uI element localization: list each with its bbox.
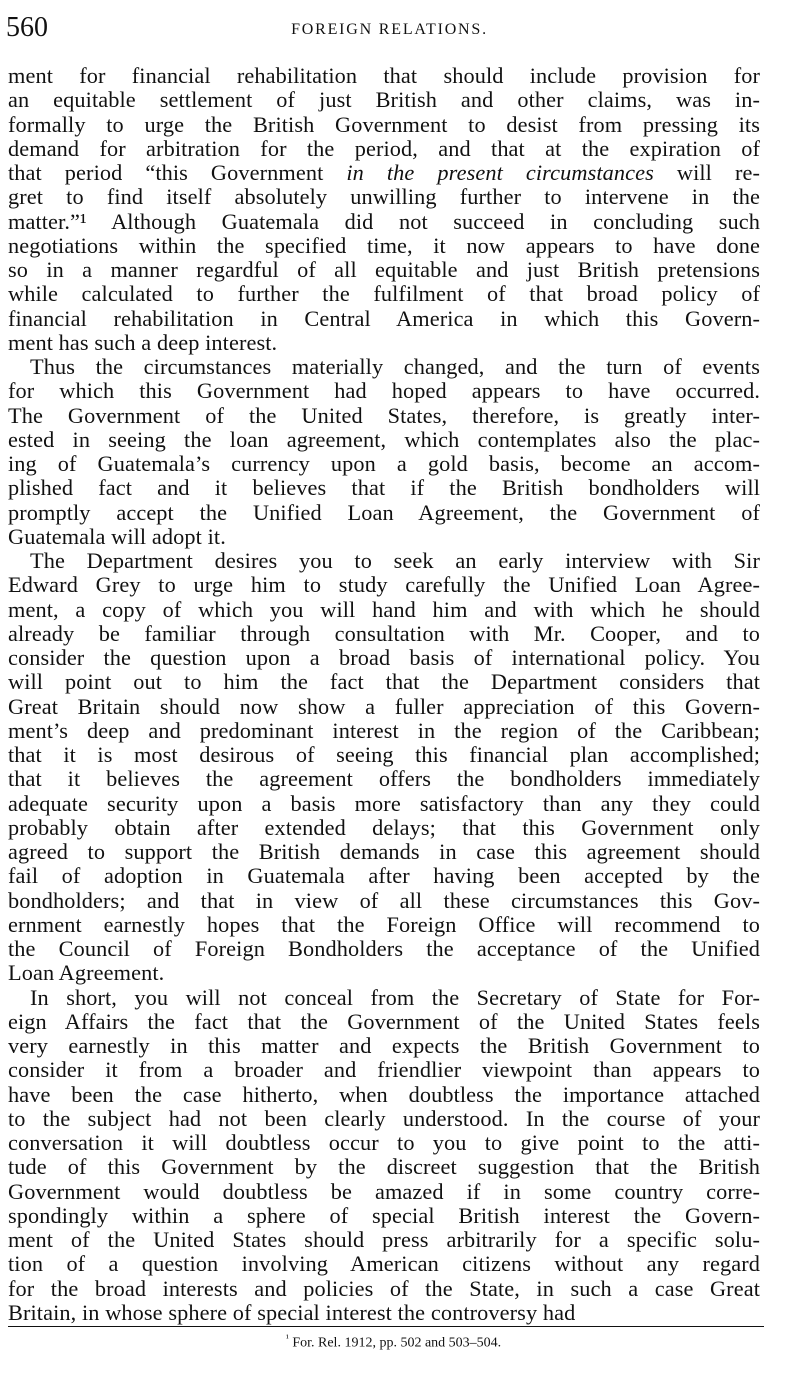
text-segment: ernment earnestly hopes that the Foreign Office will recommend to xyxy=(8,911,760,937)
text-segment: plished fact and it believes that if the British bondholders will xyxy=(8,475,760,501)
paragraph xyxy=(8,549,760,986)
paragraph xyxy=(8,64,760,355)
text-segment: already be familiar through consultation with Mr. Cooper, and to xyxy=(8,620,760,646)
text-segment: to the subject had not been clearly understood. In the course of your xyxy=(8,1105,760,1131)
text-segment: tion of a question involving American citizens without any regard xyxy=(8,1251,760,1277)
text-segment: tude of this Government by the discreet suggestion that the British xyxy=(8,1154,760,1180)
text-segment: ing of Guatemala’s currency upon a gold basis, become an accom- xyxy=(8,451,760,476)
text-line xyxy=(8,1155,760,1179)
text-line xyxy=(8,792,760,816)
text-line xyxy=(8,137,760,161)
text-segment: The Government of the United States, therefore, is greatly inter- xyxy=(8,402,760,428)
text-line xyxy=(8,840,760,864)
paragraph xyxy=(8,355,760,549)
text-segment: agreed to support the British demands in case this agreement should xyxy=(8,839,760,864)
text-segment: formally to urge the British Government to desist from pressing its xyxy=(8,111,760,137)
text-line xyxy=(8,986,760,1010)
text-segment: Loan Agreement. xyxy=(8,960,165,986)
text-segment: fail of adoption in Guatemala after having been accepted by the xyxy=(8,863,760,889)
text-segment: negotiations within the specified time, it now appears to have done xyxy=(8,232,760,258)
text-line xyxy=(8,185,760,209)
text-segment: for the broad interests and policies of the State, in such a case Great xyxy=(8,1275,760,1301)
text-line xyxy=(8,234,760,258)
text-segment: so in a manner regardful of all equitable and just British pretensions xyxy=(8,257,760,282)
text-line xyxy=(8,743,760,767)
text-segment: Great Britain should now show a fuller appreciation of this Govern- xyxy=(8,693,760,719)
text-line xyxy=(8,1058,760,1082)
text-line xyxy=(8,282,760,306)
text-line xyxy=(8,573,760,597)
text-line xyxy=(8,307,760,331)
text-line xyxy=(8,113,760,137)
text-segment: eign Affairs the fact that the Government of the United States feels xyxy=(8,1008,760,1034)
footnote-mark: ¹ xyxy=(285,1333,289,1344)
text-segment: will point out to him the fact that the Department considers that xyxy=(8,669,760,695)
text-segment: that it is most desirous of seeing this financial plan accomplished; xyxy=(8,742,760,767)
text-segment: consider the question upon a broad basis of international policy. You xyxy=(8,645,760,670)
text-segment: an equitable settlement of just British and other claims, was in- xyxy=(8,87,760,113)
paragraph xyxy=(8,986,760,1326)
text-line xyxy=(8,1252,760,1276)
text-line xyxy=(8,428,760,452)
text-segment: probably obtain after extended delays; that this Government only xyxy=(8,814,760,840)
text-line xyxy=(8,622,760,646)
text-line xyxy=(8,501,760,525)
text-segment: bondholders; and that in view of all these circumstances this Gov- xyxy=(8,887,760,913)
text-line xyxy=(8,1180,760,1204)
text-line xyxy=(8,1107,760,1131)
text-line xyxy=(8,379,760,403)
text-segment: ment of the United States should press arbitrarily for a specific solu- xyxy=(8,1227,760,1252)
text-segment: Guatemala will adopt it. xyxy=(8,523,226,549)
text-segment: for which this Government had hoped appears to have occurred. xyxy=(8,378,760,404)
text-segment: matter.”¹ Although Guatemala did not succeed in concluding such xyxy=(8,208,760,234)
text-line xyxy=(8,161,760,185)
text-line xyxy=(8,913,760,937)
text-line xyxy=(8,525,760,549)
page-number: 560 xyxy=(6,12,48,43)
text-segment: Britain, in whose sphere of special interest the controversy had xyxy=(8,1299,576,1325)
text-line xyxy=(8,1204,760,1228)
italic-phrase: in the present circumstances xyxy=(346,160,654,185)
text-line xyxy=(8,1034,760,1058)
text-line xyxy=(8,961,760,985)
text-segment: demand for arbitration for the period, and that at the expiration of xyxy=(8,135,760,161)
text-segment: Thus the circumstances materially changed, and the turn of events xyxy=(30,354,760,379)
footnote-divider xyxy=(8,1326,764,1327)
text-line xyxy=(8,646,760,670)
text-segment: have been the case hitherto, when doubtless the importance attached xyxy=(8,1081,760,1107)
text-segment: spondingly within a sphere of special British interest the Govern- xyxy=(8,1202,760,1228)
text-line xyxy=(8,816,760,840)
text-segment: will re- xyxy=(653,160,760,185)
text-segment: promptly accept the Unified Loan Agreement, the Government of xyxy=(8,499,760,525)
text-segment: consider it from a broader and friendlier viewpoint than appears to xyxy=(8,1057,760,1083)
text-segment: that it believes the agreement offers the bondholders immediately xyxy=(8,766,760,792)
text-line xyxy=(8,670,760,694)
text-segment: ment’s deep and predominant interest in the region of the Caribbean; xyxy=(8,717,760,743)
text-line xyxy=(8,1131,760,1155)
text-line xyxy=(8,331,760,355)
text-segment: ment, a copy of which you will hand him and with which he should xyxy=(8,596,760,622)
text-line xyxy=(8,452,760,476)
text-line xyxy=(8,598,760,622)
text-segment: Government would doubtless be amazed if in some country corre- xyxy=(8,1178,760,1204)
text-line xyxy=(8,404,760,428)
text-line xyxy=(8,1228,760,1252)
body-text xyxy=(8,64,760,1325)
text-line xyxy=(8,258,760,282)
text-line xyxy=(8,889,760,913)
text-line xyxy=(8,1277,760,1301)
page-header xyxy=(6,10,773,50)
text-segment: adequate security upon a basis more satisfactory than any they could xyxy=(8,790,760,816)
text-segment: very earnestly in this matter and expects the British Government to xyxy=(8,1033,760,1058)
text-segment: The Department desires you to seek an early interview with Sir xyxy=(30,548,760,573)
text-line xyxy=(8,64,760,88)
text-segment: conversation it will doubtless occur to you to give point to the atti- xyxy=(8,1130,760,1155)
text-segment: financial rehabilitation in Central America in which this Govern- xyxy=(8,305,760,331)
text-line xyxy=(8,1083,760,1107)
footnote-text: For. Rel. 1912, pp. 502 and 503–504. xyxy=(292,1335,502,1351)
text-line xyxy=(8,719,760,743)
text-segment: gret to find itself absolutely unwilling further to intervene in the xyxy=(8,184,760,210)
text-line xyxy=(8,88,760,112)
text-line xyxy=(8,1301,760,1325)
text-segment: that period “this Government xyxy=(8,160,347,185)
text-line xyxy=(8,355,760,379)
text-segment: ment for financial rehabilitation that should include provision for xyxy=(8,63,760,88)
text-line xyxy=(8,1010,760,1034)
text-line xyxy=(8,695,760,719)
text-segment: the Council of Foreign Bondholders the acceptance of the Unified xyxy=(8,936,760,961)
text-line xyxy=(8,864,760,888)
text-segment: while calculated to further the fulfilment of that broad policy of xyxy=(8,281,760,307)
text-segment: In short, you will not conceal from the Secretary of State for For- xyxy=(30,984,760,1010)
text-segment: Edward Grey to urge him to study carefully the Unified Loan Agree- xyxy=(8,572,760,598)
text-segment: ment has such a deep interest. xyxy=(8,329,278,355)
running-title: FOREIGN RELATIONS. xyxy=(291,21,488,38)
text-line xyxy=(8,767,760,791)
footnote xyxy=(0,1333,787,1352)
text-line xyxy=(8,476,760,500)
text-segment: ested in seeing the loan agreement, which contemplates also the plac- xyxy=(8,426,760,452)
text-line xyxy=(8,210,760,234)
text-line xyxy=(8,549,760,573)
text-line xyxy=(8,937,760,961)
